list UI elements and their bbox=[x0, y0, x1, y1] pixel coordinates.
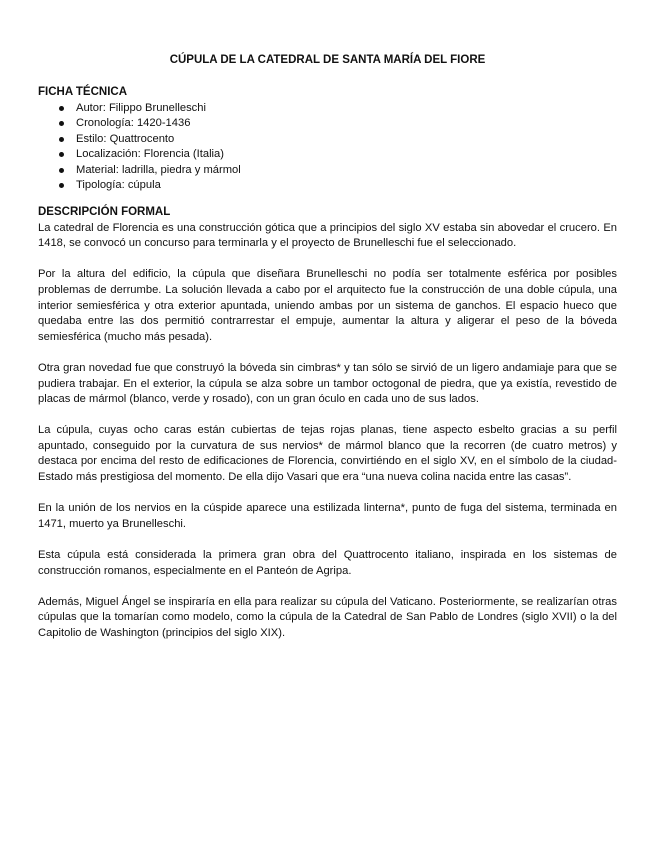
bullet-icon bbox=[59, 168, 64, 173]
fact-item-tipologia bbox=[59, 178, 617, 194]
paragraph-6: Esta cúpula está considerada la primera gran obra del Quattrocento italiano, inspirada en los sistemas de construcción romanos, especialmente en el Panteón de Agripa. bbox=[38, 549, 617, 577]
fact-text: Autor: Filippo Brunelleschi bbox=[76, 101, 206, 114]
paragraph-1: La catedral de Florencia es una construcción gótica que a principios del siglo XV estaba sin abovedar el crucero. En 1418, se convocó un concurso para terminarla y el proyecto de Brunelleschi fue el seleccionado. bbox=[38, 221, 617, 250]
fact-text: Tipología: cúpula bbox=[76, 179, 161, 192]
fact-text: Localización: Florencia (Italia) bbox=[76, 148, 224, 161]
fact-text: Material: ladrilla, piedra y mármol bbox=[76, 163, 241, 176]
descripcion-formal-heading: DESCRIPCIÓN FORMAL bbox=[38, 206, 171, 219]
paragraph-5: En la unión de los nervios en la cúspide aparece una estilizada linterna*, punto de fuga del sistema, terminada en 1471, muerto ya Brunelleschi. bbox=[38, 502, 617, 530]
bullet-icon bbox=[59, 106, 64, 111]
bullet-icon bbox=[59, 183, 64, 188]
bullet-icon bbox=[59, 121, 64, 126]
fact-text: Cronología: 1420-1436 bbox=[76, 117, 191, 130]
fact-item-material bbox=[59, 163, 617, 179]
paragraph-2: Por la altura del edificio, la cúpula que diseñara Brunelleschi no podía ser totalmente esférica por posibles problemas de derrumbe. La solución llevada a cabo por el arquitecto fue la construcción de una doble cúpula, una interior semiesférica y otra exterior apuntada, uniendo ambas por un sistema de ganchos. El espacio hueco que quedaba entre las dos permitió contrarrestar el empuje, aumentar la altura y aligerar el peso de la bóveda semiesférica (mucho más pesada). bbox=[38, 268, 617, 343]
fact-item-localizacion bbox=[59, 147, 617, 163]
fact-item-cronologia bbox=[59, 116, 617, 132]
paragraph-3: Otra gran novedad fue que construyó la bóveda sin cimbras* y tan sólo se sirvió de un ligero andamiaje para que se pudiera trabajar. En el exterior, la cúpula se alza sobre un tambor octogonal de piedra, que ya existía, revestido de placas de mármol (blanco, verde y rosado), con un gran óculo en cada uno de sus lados. bbox=[38, 361, 617, 406]
bullet-icon bbox=[59, 137, 64, 142]
fact-item-estilo bbox=[59, 132, 617, 148]
fact-text: Estilo: Quattrocento bbox=[76, 132, 175, 145]
paragraph-4: La cúpula, cuyas ocho caras están cubiertas de tejas rojas planas, tiene aspecto esbelto gracias a su perfil apuntado, conseguido por la curvatura de sus nervios* de mármol blanco que la recorren (de cuatro metros) y destaca por encima del resto de edificaciones de Florencia, convirtiéndo en el siglo XV, en el símbolo de la ciudad-Estado más prestigiosa del momento. De ella dijo Vasari que era “una nueva colina nacida entre las casas”. bbox=[38, 424, 617, 484]
document-title: CÚPULA DE LA CATEDRAL DE SANTA MARÍA DEL FIORE bbox=[169, 54, 486, 66]
ficha-tecnica-heading: FICHA TÉCNICA bbox=[38, 86, 128, 98]
ficha-tecnica-list bbox=[38, 101, 617, 195]
paragraph-7: Además, Miguel Ángel se inspiraría en ella para realizar su cúpula del Vaticano. Posteriormente, se realizarían otras cúpulas que la tomarían como modelo, como la cúpula de la Catedral de San Pablo de Londres (siglo XVII) o la del Capitolio de Washington (principios del siglo XIX). bbox=[38, 595, 617, 639]
bullet-icon bbox=[59, 152, 64, 157]
fact-item-autor bbox=[59, 101, 617, 117]
